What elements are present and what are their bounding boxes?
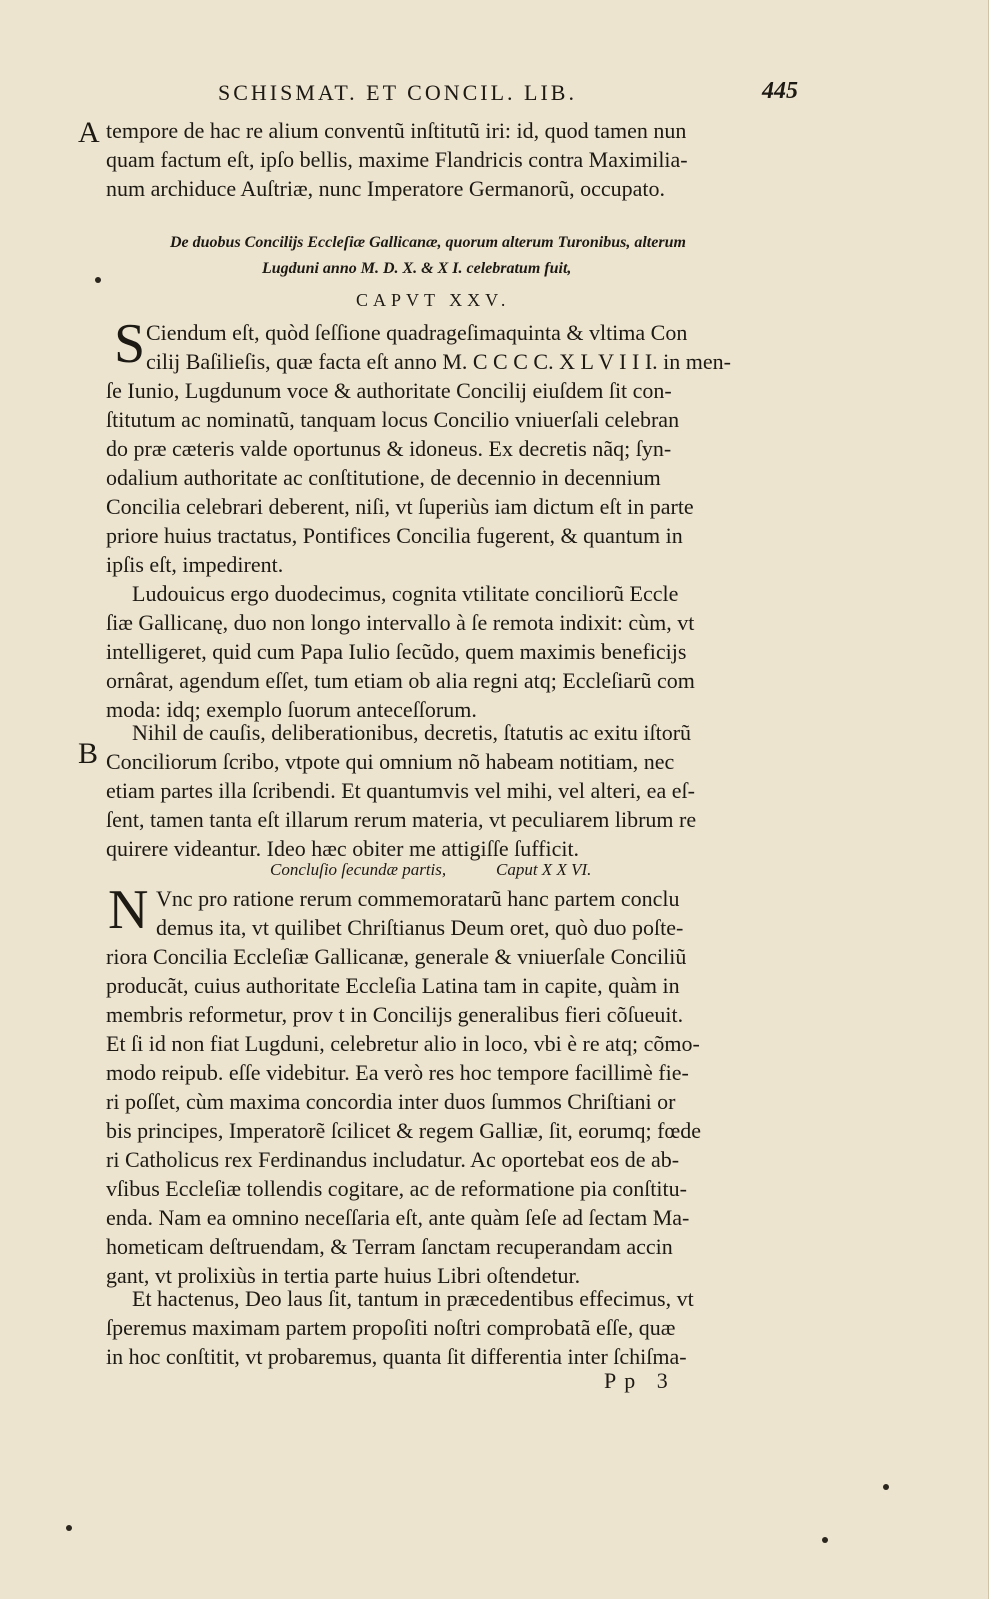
ink-speck [822, 1537, 828, 1543]
chapter-25-para-1 [106, 376, 806, 579]
text-line: Vnc pro ratione rerum commemoratarũ hanc partem conclu [156, 886, 680, 911]
text-line: moda: idq; exemplo ſuorum anteceſſorum. [106, 697, 477, 722]
text-line: demus ita, vt quilibet Chriſtianus Deum oret, quò duo poſte- [156, 915, 684, 940]
text-line: odalium authoritate ac conſtitutione, de decennio in decennium [106, 465, 661, 490]
text-line: bis principes, Imperatorẽ ſcilicet & regem Galliæ, ſit, eorumq; fœde [106, 1118, 702, 1143]
signature-mark: Pp 3 [604, 1368, 676, 1393]
text-line: cilij Baſilieſis, quæ facta eſt anno M. C C C C. X L V I I I. in men- [146, 349, 731, 374]
margin-letter-b: B [78, 737, 99, 770]
text-line: producãt, cuius authoritate Eccleſia Latina tam in capite, quàm in [106, 973, 680, 998]
chapter-25-heading-line-1: De duobus Concilijs Eccleſiæ Gallicanæ, quorum alterum Turonibus, alterum [170, 234, 686, 251]
intro-paragraph [106, 116, 806, 203]
text-line: quam factum eſt, ipſo bellis, maxime Flandricis contra Maximilia- [106, 147, 688, 172]
chapter-25-para-1-head [146, 318, 806, 376]
text-line: num archiduce Auſtriæ, nunc Imperatore Germanorũ, occupato. [106, 176, 665, 201]
text-line: Nihil de cauſis, deliberationibus, decretis, ſtatutis ac exitu iſtorũ [132, 720, 692, 745]
text-line: ipſis eſt, impedirent. [106, 552, 284, 577]
text-line: riora Concilia Eccleſiæ Gallicanæ, generale & vniuerſale Conciliũ [106, 944, 687, 969]
text-line: ri Catholicus rex Ferdinandus includatur. Ac oportebat eos de ab- [106, 1147, 680, 1172]
text-line: ſperemus maximam partem propoſiti noſtri comprobatã eſſe, quæ [106, 1315, 676, 1340]
text-line: ſtitutum ac nominatũ, tanquam locus Concilio vniuerſali celebran [106, 407, 680, 432]
text-line: enda. Nam ea omnino neceſſaria eſt, ante quàm ſeſe ad ſectam Ma- [106, 1205, 690, 1230]
text-line: modo reipub. eſſe videbitur. Ea verò res hoc tempore facillimè fie- [106, 1060, 689, 1085]
margin-letter-a: A [78, 116, 100, 149]
text-line: Et hactenus, Deo laus ſit, tantum in præcedentibus effecimus, vt [132, 1286, 694, 1311]
running-title: SCHISMAT. ET CONCIL. LIB. [218, 80, 577, 105]
text-line: priore huius tractatus, Pontifices Concilia fugerent, & quantum in [106, 523, 683, 548]
text-line: Ludouicus ergo duodecimus, cognita vtilitate conciliorũ Eccle [132, 581, 679, 606]
chapter-25-dropcap: S [114, 313, 146, 375]
chapter-26-dropcap: N [108, 879, 149, 941]
text-line: ſe Iunio, Lugdunum voce & authoritate Concilij eiuſdem ſit con- [106, 378, 672, 403]
text-line: in hoc conſtitit, vt probaremus, quanta ſit differentia inter ſchiſma- [106, 1344, 687, 1369]
text-line: Ciendum eſt, quòd ſeſſione quadrageſimaquinta & vltima Con [146, 320, 688, 345]
text-line: etiam partes illa ſcribendi. Et quantumvis vel mihi, vel alteri, ea eſ- [106, 778, 695, 803]
text-line: ſent, tamen tanta eſt illarum rerum materia, vt peculiarem librum re [106, 807, 697, 832]
text-line: ſiæ Gallicanę, duo non longo intervallo à ſe remota indixit: cùm, vt [106, 610, 695, 635]
ink-speck [883, 1484, 889, 1490]
chapter-26-para-1 [106, 942, 806, 1290]
text-line: tempore de hac re alium conventũ inſtitutũ iri: id, quod tamen nun [106, 118, 687, 143]
text-line: Concilia celebrari deberent, niſi, vt ſuperiùs iam dictum eſt in parte [106, 494, 694, 519]
text-line: quirere videantur. Ideo hæc obiter me attigiſſe ſufficit. [106, 836, 580, 861]
chapter-26-para-2 [106, 1284, 806, 1371]
text-line: Et ſi id non fiat Lugduni, celebretur alio in loco, vbi è re atq; cõmo- [106, 1031, 700, 1056]
chapter-26-heading: Concluſio ſecundæ partis, [270, 860, 447, 879]
text-line: vſibus Eccleſiæ tollendis cogitare, ac de reformatione pia conſtitu- [106, 1176, 687, 1201]
text-line: Conciliorum ſcribo, vtpote qui omnium nõ habeam notitiam, nec [106, 749, 675, 774]
ink-speck [95, 277, 101, 283]
text-line: gant, vt prolixiùs in tertia parte huius Libri oſtendetur. [106, 1263, 581, 1288]
running-header [218, 80, 798, 112]
ink-speck [66, 1525, 72, 1531]
text-line: ri poſſet, cùm maxima concordia inter duos ſummos Chriſtiani or [106, 1089, 676, 1114]
chapter-25-para-3 [106, 718, 806, 863]
text-line: hometicam deſtruendam, & Terram ſanctam recuperandam accin [106, 1234, 673, 1259]
chapter-26-title: Caput X X VI. [496, 860, 592, 879]
page-number: 445 [762, 78, 798, 104]
text-line: ornârat, agendum eſſet, tum etiam ob alia regni atq; Eccleſiarũ com [106, 668, 695, 693]
chapter-25-title: CAPVT XXV. [356, 290, 511, 310]
chapter-25-heading-line-2: Lugduni anno M. D. X. & X I. celebratum fuit, [262, 260, 572, 277]
text-line: do præ cæteris valde oportunus & idoneus. Ex decretis nãq; ſyn- [106, 436, 672, 461]
chapter-25-para-2 [106, 579, 806, 724]
text-line: membris reformetur, prov t in Concilijs generalibus fieri cõſueuit. [106, 1002, 684, 1027]
text-line: intelligeret, quid cum Papa Iulio ſecũdo, quem maximis beneficijs [106, 639, 687, 664]
chapter-26-para-1-head [156, 884, 806, 942]
